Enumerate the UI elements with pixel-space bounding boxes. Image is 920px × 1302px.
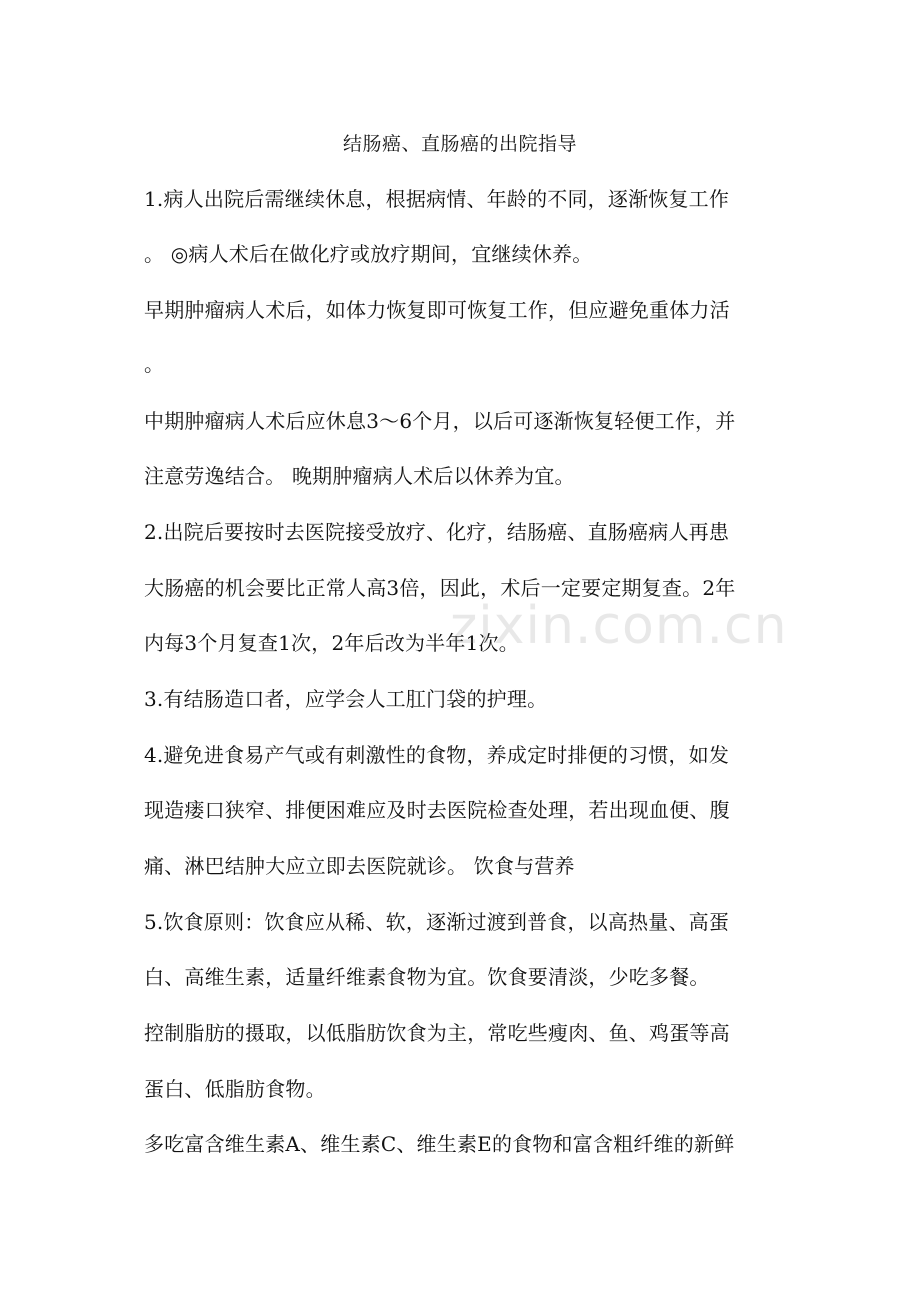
text-line: 蛋白、低脂肪食物。 [144,1077,326,1101]
text-line: 早期肿瘤病人术后，如体力恢复即可恢复工作，但应避免重体力活 [144,298,730,322]
text-line: 3.有结肠造口者，应学会人工肛门袋的护理。 [144,687,548,711]
text-line: 现造瘘口狭窄、排便困难应及时去医院检查处理，若出现血便、腹 [144,798,730,822]
document-title: 结肠癌、直肠癌的出院指导 [342,133,577,155]
text-line: 1.病人出院后需继续休息，根据病情、年龄的不同，逐渐恢复工作 [144,187,730,211]
text-line: 内每3个月复查1次，2年后改为半年1次。 [144,631,519,655]
text-line: 多吃富含维生素A、维生素C、维生素E的食物和富含粗纤维的新鲜 [144,1132,735,1156]
text-line: 白、高维生素，适量纤维素食物为宜。饮食要清淡，少吃多餐。 [144,965,710,989]
text-line: 。 [144,352,165,376]
text-line: 。 ◎病人术后在做化疗或放疗期间，宜继续休养。 [144,242,593,266]
watermark: zixin.com.cn [450,596,788,656]
text-line: 4.避免进食易产气或有刺激性的食物，养成定时排便的习惯，如发 [144,743,730,767]
text-line: 中期肿瘤病人术后应休息3～6个月，以后可逐渐恢复轻便工作，并 [144,409,736,433]
text-line: 2.出院后要按时去医院接受放疗、化疗，结肠癌、直肠癌病人再患 [144,520,730,544]
text-line: 注意劳逸结合。 晚期肿瘤病人术后以休养为宜。 [144,464,575,488]
text-line: 痛、淋巴结肿大应立即去医院就诊。 饮食与营养 [144,854,575,878]
text-line: 5.饮食原则：饮食应从稀、软，逐渐过渡到普食，以高热量、高蛋 [144,910,730,934]
text-line: 控制脂肪的摄取，以低脂肪饮食为主，常吃些瘦肉、鱼、鸡蛋等高 [144,1021,730,1045]
text-line: 大肠癌的机会要比正常人高3倍，因此，术后一定要定期复查。2年 [144,576,736,600]
